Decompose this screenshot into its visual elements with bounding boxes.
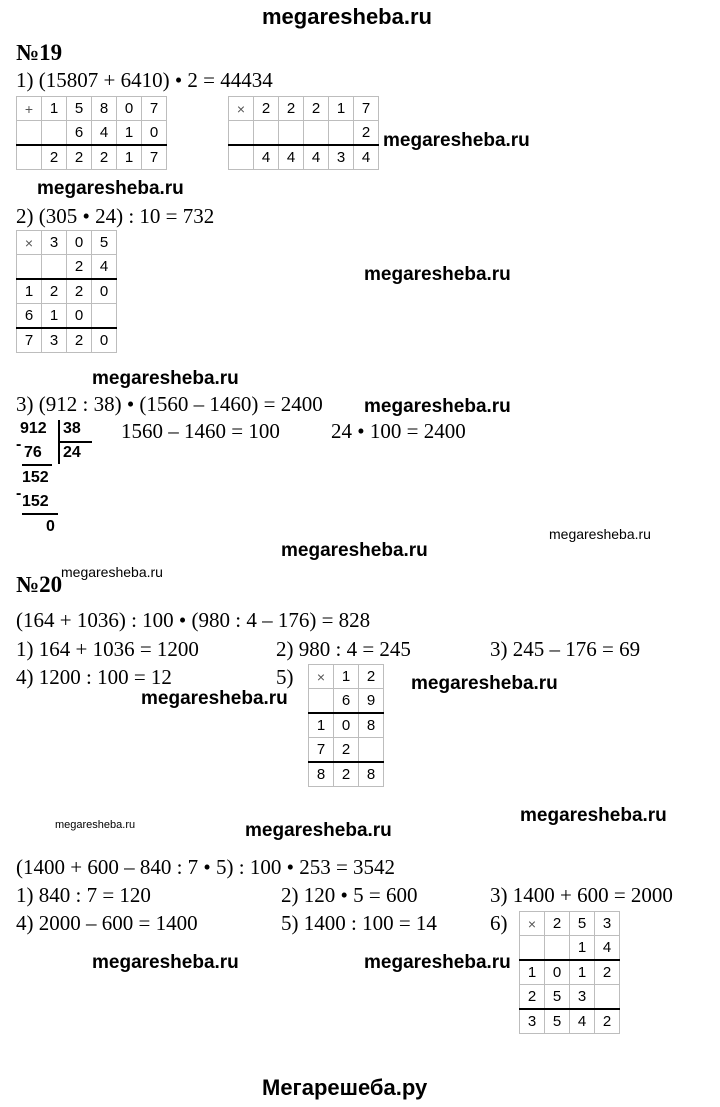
times-sign: ×	[520, 912, 545, 936]
problem-19-eq1: 1) (15807 + 6410) • 2 = 44434	[16, 68, 273, 92]
problem-19-eq2: 2) (305 • 24) : 10 = 732	[16, 204, 215, 228]
digit: 7	[142, 97, 167, 121]
digit: 4	[570, 1009, 595, 1034]
division-line	[22, 513, 58, 515]
digit: 2	[67, 255, 92, 280]
digit: 1	[520, 960, 545, 985]
watermark: megaresheba.ru	[383, 130, 530, 151]
digit: 5	[92, 231, 117, 255]
addition-grid	[16, 96, 167, 170]
problem-20b-step6: 6)	[490, 911, 508, 935]
digit: 0	[67, 304, 92, 329]
digit: 1	[570, 960, 595, 985]
times-sign: ×	[309, 665, 334, 689]
watermark: megaresheba.ru	[141, 688, 288, 709]
division-subtrahend-1: 76	[24, 444, 42, 461]
digit: 1	[117, 121, 142, 146]
digit: 2	[334, 738, 359, 763]
watermark: megaresheba.ru	[364, 396, 511, 417]
digit: 0	[545, 960, 570, 985]
division-divisor: 38	[63, 420, 81, 437]
digit: 3	[595, 912, 620, 936]
digit: 4	[304, 145, 329, 170]
division-remainder-2: 0	[46, 518, 55, 535]
digit: 1	[570, 936, 595, 961]
digit: 8	[92, 97, 117, 121]
division-subtrahend-2: 152	[22, 493, 49, 510]
digit: 2	[42, 279, 67, 304]
minus-sign: -	[16, 436, 22, 453]
digit: 0	[92, 279, 117, 304]
digit: 2	[595, 960, 620, 985]
watermark: megaresheba.ru	[92, 368, 239, 389]
digit: 2	[279, 97, 304, 121]
problem-20a-step5: 5)	[276, 665, 294, 689]
division-quotient: 24	[63, 444, 81, 461]
times-sign: ×	[229, 97, 254, 121]
multiplication-grid-2	[16, 230, 117, 353]
digit: 7	[309, 738, 334, 763]
problem-20b-step5: 5) 1400 : 100 = 14	[281, 911, 437, 935]
digit: 2	[545, 912, 570, 936]
digit: 2	[254, 97, 279, 121]
watermark: megaresheba.ru	[281, 540, 428, 561]
watermark-top: megaresheba.ru	[262, 4, 432, 29]
digit: 2	[92, 145, 117, 170]
digit: 4	[92, 121, 117, 146]
digit: 7	[142, 145, 167, 170]
digit: 2	[354, 121, 379, 146]
digit: 4	[595, 936, 620, 961]
digit: 1	[329, 97, 354, 121]
digit: 0	[117, 97, 142, 121]
digit: 1	[309, 713, 334, 738]
watermark: megaresheba.ru	[364, 264, 511, 285]
side-calculation-1: 1560 – 1460 = 100	[121, 419, 280, 443]
digit: 8	[359, 713, 384, 738]
problem-20-title: №20	[16, 572, 63, 597]
digit: 1	[42, 97, 67, 121]
times-sign: ×	[17, 231, 42, 255]
digit: 7	[17, 328, 42, 353]
digit: 1	[334, 665, 359, 689]
multiplication-grid-1	[228, 96, 379, 170]
minus-sign: -	[16, 485, 22, 502]
digit: 0	[142, 121, 167, 146]
problem-20a-step2: 2) 980 : 4 = 245	[276, 637, 411, 661]
digit: 7	[354, 97, 379, 121]
digit: 3	[329, 145, 354, 170]
multiplication-grid-4	[519, 911, 620, 1034]
watermark: megaresheba.ru	[245, 820, 392, 841]
division-remainder-1: 152	[22, 469, 49, 486]
problem-20a-main: (164 + 1036) : 100 • (980 : 4 – 176) = 828	[16, 608, 371, 632]
digit: 1	[17, 279, 42, 304]
digit: 2	[67, 145, 92, 170]
digit: 1	[117, 145, 142, 170]
digit: 3	[42, 328, 67, 353]
watermark: megaresheba.ru	[61, 564, 163, 580]
watermark: megaresheba.ru	[92, 952, 239, 973]
digit: 2	[595, 1009, 620, 1034]
watermark: megaresheba.ru	[520, 805, 667, 826]
digit: 3	[42, 231, 67, 255]
digit: 3	[570, 985, 595, 1010]
digit: 5	[67, 97, 92, 121]
watermark: megaresheba.ru	[549, 526, 651, 542]
digit: 6	[17, 304, 42, 329]
watermark: megaresheba.ru	[411, 673, 558, 694]
division-dividend: 912	[20, 420, 47, 437]
watermark: megaresheba.ru	[364, 952, 511, 973]
problem-20a-step3: 3) 245 – 176 = 69	[490, 637, 641, 661]
digit: 2	[42, 145, 67, 170]
digit: 4	[254, 145, 279, 170]
digit: 4	[279, 145, 304, 170]
watermark-bottom: Мегарешеба.ру	[262, 1075, 428, 1100]
digit: 0	[92, 328, 117, 353]
digit: 2	[304, 97, 329, 121]
plus-sign: +	[17, 97, 42, 121]
problem-20b-step1: 1) 840 : 7 = 120	[16, 883, 151, 907]
problem-20b-step2: 2) 120 • 5 = 600	[281, 883, 418, 907]
digit: 4	[92, 255, 117, 280]
problem-20a-step1: 1) 164 + 1036 = 1200	[16, 637, 199, 661]
division-bracket-horizontal	[58, 441, 92, 443]
digit: 6	[334, 689, 359, 714]
problem-20a-step4: 4) 1200 : 100 = 12	[16, 665, 172, 689]
digit: 4	[354, 145, 379, 170]
side-calculation-2: 24 • 100 = 2400	[331, 419, 466, 443]
division-line	[22, 464, 52, 466]
digit: 5	[545, 985, 570, 1010]
digit: 2	[67, 279, 92, 304]
digit: 2	[334, 762, 359, 787]
digit: 1	[42, 304, 67, 329]
watermark: megaresheba.ru	[37, 178, 184, 199]
digit: 8	[309, 762, 334, 787]
digit: 2	[520, 985, 545, 1010]
digit: 6	[67, 121, 92, 146]
digit: 0	[334, 713, 359, 738]
digit: 2	[67, 328, 92, 353]
watermark: megaresheba.ru	[55, 819, 136, 831]
problem-19-title: №19	[16, 40, 63, 65]
digit: 3	[520, 1009, 545, 1034]
digit: 5	[545, 1009, 570, 1034]
digit: 2	[359, 665, 384, 689]
digit: 8	[359, 762, 384, 787]
multiplication-grid-3	[308, 664, 384, 787]
problem-20b-main: (1400 + 600 – 840 : 7 • 5) : 100 • 253 = 3542	[16, 855, 396, 879]
digit: 9	[359, 689, 384, 714]
problem-20b-step3: 3) 1400 + 600 = 2000	[490, 883, 673, 907]
problem-19-eq3: 3) (912 : 38) • (1560 – 1460) = 2400	[16, 392, 323, 416]
digit: 0	[67, 231, 92, 255]
problem-20b-step4: 4) 2000 – 600 = 1400	[16, 911, 198, 935]
digit: 5	[570, 912, 595, 936]
